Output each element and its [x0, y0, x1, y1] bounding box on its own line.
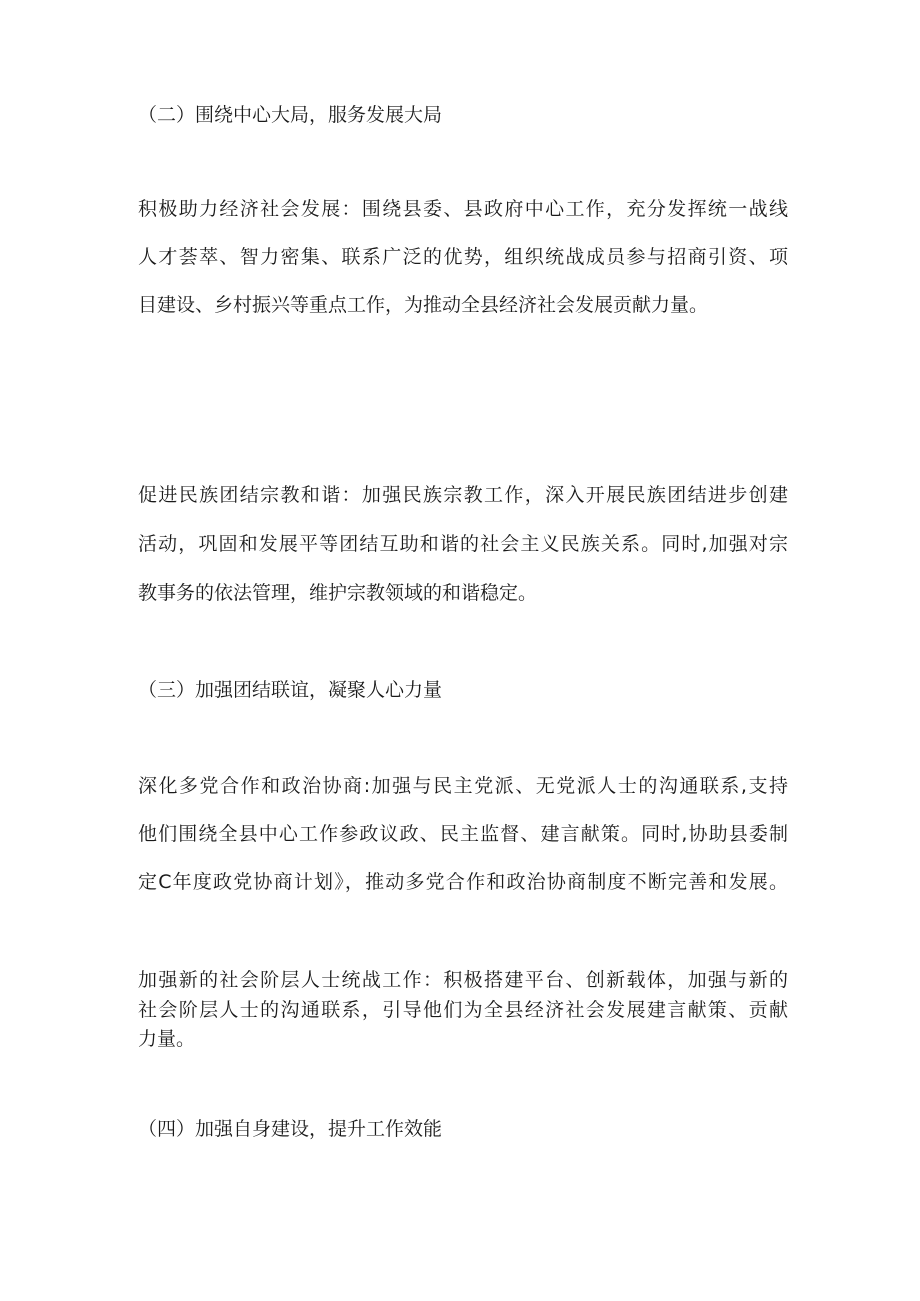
paragraph-line: 社会阶层人士的沟通联系，引导他们为全县经济社会发展建言献策、贡献 — [138, 999, 788, 1021]
paragraph-line: 促进民族团结宗教和谐：加强民族宗教工作，深入开展民族团结进步创建 — [138, 484, 788, 506]
paragraph-line: 深化多党合作和政治协商:加强与民主党派、无党派人士的沟通联系,支持 — [138, 775, 788, 797]
section-heading-4: （四）加强自身建设，提升工作效能 — [138, 1118, 443, 1140]
paragraph-line: 人才荟萃、智力密集、联系广泛的优势，组织统战成员参与招商引资、项 — [138, 246, 788, 268]
paragraph-line: 教事务的依法管理，维护宗教领域的和谐稳定。 — [138, 582, 538, 604]
paragraph-line: 他们围绕全县中心工作参政议政、民主监督、建言献策。同时,协助县委制 — [138, 823, 788, 845]
paragraph-line: 加强新的社会阶层人士统战工作：积极搭建平台、创新载体，加强与新的 — [138, 969, 788, 991]
paragraph-line: 力量。 — [138, 1028, 196, 1050]
section-heading-3: （三）加强团结联谊，凝聚人心力量 — [138, 679, 443, 701]
paragraph-line: 活动，巩固和发展平等团结互助和谐的社会主义民族关系。同时,加强对宗 — [138, 533, 788, 555]
section-heading-2: （二）围绕中心大局，服务发展大局 — [138, 104, 443, 126]
paragraph-line: 目建设、乡村振兴等重点工作，为推动全县经济社会发展贡献力量。 — [138, 294, 709, 316]
paragraph-line: 定C年度政党协商计划》，推动多党合作和政治协商制度不断完善和发展。 — [138, 871, 788, 893]
paragraph-line: 积极助力经济社会发展：围绕县委、县政府中心工作，充分发挥统一战线 — [138, 198, 788, 220]
